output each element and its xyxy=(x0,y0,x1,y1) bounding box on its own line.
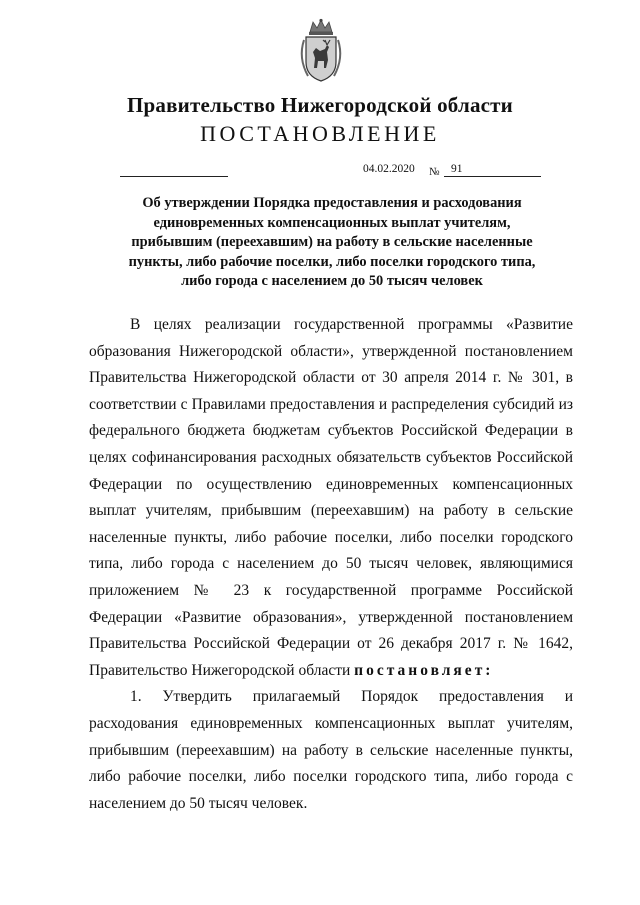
coat-of-arms-emblem xyxy=(296,18,346,84)
preamble-paragraph xyxy=(89,312,573,684)
document-title: Об утверждении Порядка предоставления и расходования единовременных компенсационных выплат учителям, прибывшим (переехавшим) на работу в сельские населенные пункты, либо рабочие поселки, либо поселки городского типа, либо города с населением до 50 тысяч человек xyxy=(128,195,536,290)
document-type: ПОСТАНОВЛЕНИЕ xyxy=(200,121,440,146)
blank-date-line xyxy=(120,176,228,177)
number-sign: № xyxy=(429,166,440,178)
document-number: 91 xyxy=(451,163,463,175)
decree-word: постановляет: xyxy=(354,661,494,679)
document-body xyxy=(89,312,573,817)
number-underline xyxy=(444,176,541,177)
preamble-text: В целях реализации государственной программы «Развитие образования Нижегородской области», утвержденной постановлением Правительства Нижегородской области от 30 апреля 2014 г. № 301, в соответствии с Правилами предоставления и распределения субсидий из федерального бюджета бюджетам субъектов Российской Федерации в целях софинансирования расходных обязательств субъектов Российской Федерации по осуществлению единовременных компенсационных выплат учителям, прибывшим (переехавшим) на работу в сельские населенные пункты, либо рабочие поселки, либо поселки городского типа, либо города с населением до 50 тысяч человек, являющимися приложением № 23 к государственной программе Российской Федерации «Развитие образования», утвержденной постановлением Правительства Российской Федерации от 26 декабря 2017 г. № 1642, Правительство Нижегородской области xyxy=(89,316,573,679)
item-1-paragraph: 1. Утвердить прилагаемый Порядок предоставления и расходования единовременных компенсационных выплат учителям, прибывшим (переехавшим) на работу в сельские населенные пункты, либо рабочие поселки, либо поселки городского типа, либо города с населением до 50 тысяч человек. xyxy=(89,688,573,812)
document-date: 04.02.2020 xyxy=(363,163,415,175)
government-name: Правительство Нижегородской области xyxy=(127,93,513,117)
